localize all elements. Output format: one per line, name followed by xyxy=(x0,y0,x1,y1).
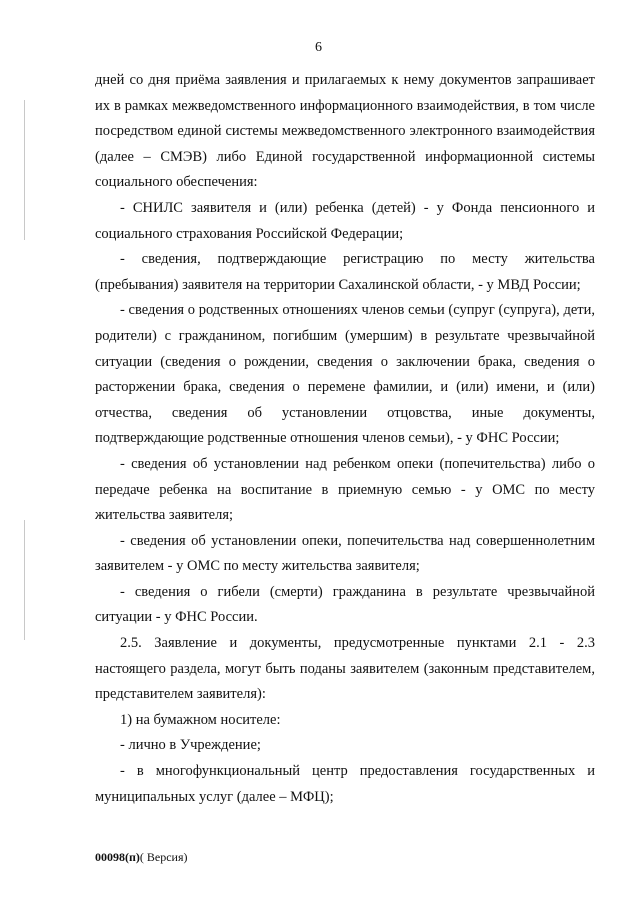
paragraph: - сведения об установлении над ребенком опеки (попечительства) либо о передаче ребенка на воспитание в приемную семью - у ОМС по месту жительства заявителя; xyxy=(95,455,595,524)
paragraph: дней со дня приёма заявления и прилагаемых к нему документов запрашивает их в рамках межведомственного информационного взаимодействия, в том числе посредством единой системы межведомственного электронного взаимодействия (далее – СМЭВ) либо Единой государственной информационной системы социального обеспечения: xyxy=(95,72,595,191)
paragraph: - лично в Учреждение; xyxy=(120,737,261,754)
paragraph: - сведения, подтверждающие регистрацию по месту жительства (пребывания) заявителя на территории Сахалинской области, - у МВД России; xyxy=(95,251,595,293)
paragraph: - сведения о родственных отношениях членов семьи (супруг (супруга), дети, родители) с гражданином, погибшим (умершим) в результате чрезвычайной ситуации (сведения о рождении, сведения о заключении брака, сведения о расторжении брака, сведения о перемене фамилии, и (или) имени, и (или) отчества, сведения об установлении отцовства, иные документы, подтверждающие родственные отношения членов семьи), - у ФНС России; xyxy=(95,302,595,447)
document-body xyxy=(95,68,595,810)
document-version: ( Версия) xyxy=(139,850,188,864)
footer xyxy=(95,850,188,865)
page-number: 6 xyxy=(315,40,322,55)
scan-margin-line xyxy=(24,100,25,240)
paragraph: - сведения об установлении опеки, попечительства над совершеннолетним заявителем - у ОМС по месту жительства заявителя; xyxy=(95,532,595,575)
document-code: 00098(п) xyxy=(95,850,140,864)
paragraph: - сведения о гибели (смерти) гражданина в результате чрезвычайной ситуации - у ФНС России. xyxy=(95,583,595,626)
paragraph: - в многофункциональный центр предоставления государственных и муниципальных услуг (далее – МФЦ); xyxy=(95,763,595,805)
paragraph: 2.5. Заявление и документы, предусмотренные пунктами 2.1 - 2.3 настоящего раздела, могут быть поданы заявителем (законным представителем, представителем заявителя): xyxy=(95,635,595,703)
scan-margin-line xyxy=(24,520,25,640)
paragraph: - СНИЛС заявителя и (или) ребенка (детей) - у Фонда пенсионного и социального страхования Российской Федерации; xyxy=(95,199,595,242)
paragraph: 1) на бумажном носителе: xyxy=(120,711,281,728)
